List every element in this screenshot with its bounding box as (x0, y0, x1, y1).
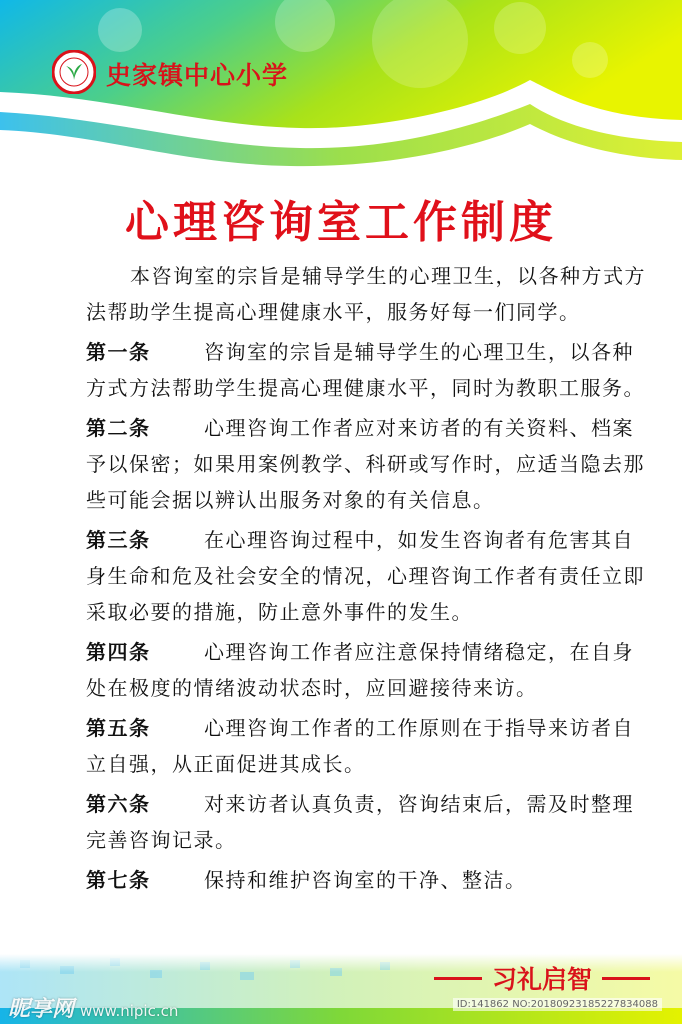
article-text: 心理咨询工作者的工作原则在于指导来访者自立自强，从正面促进其成长。 (86, 716, 634, 776)
motto-dash-left (434, 977, 482, 980)
motto-dash-right (602, 977, 650, 980)
article-text: 心理咨询工作者应注意保持情绪稳定，在自身处在极度的情绪波动状态时，应回避接待来访。 (86, 640, 634, 700)
article-label: 第三条 (86, 528, 151, 552)
intro-paragraph: 本咨询室的宗旨是辅导学生的心理卫生，以各种方式方法帮助学生提高心理健康水平，服务好每一们同学。 (86, 264, 646, 324)
article-3 (86, 522, 646, 630)
header-background (0, 0, 682, 190)
motto-text: 习礼启智 (491, 965, 592, 994)
article-text: 保持和维护咨询室的干净、整洁。 (204, 868, 527, 892)
article-label: 第六条 (86, 792, 151, 816)
article-text: 对来访者认真负责，咨询结束后，需及时整理完善咨询记录。 (86, 792, 634, 852)
watermark (8, 992, 178, 1023)
article-label: 第七条 (86, 868, 151, 892)
article-6 (86, 786, 646, 858)
regulations-body (86, 258, 646, 902)
article-text: 在心理咨询过程中，如发生咨询者有危害其自身生命和危及社会安全的情况，心理咨询工作者有责任立即采取必要的措施，防止意外事件的发生。 (86, 528, 645, 624)
article-4 (86, 634, 646, 706)
article-label: 第二条 (86, 416, 151, 440)
article-text: 心理咨询工作者应对来访者的有关资料、档案予以保密；如果用案例教学、科研或写作时，应适当隐去那些可能会据以辨认出服务对象的有关信息。 (86, 416, 645, 512)
watermark-url: www.nipic.cn (80, 1002, 179, 1020)
article-label: 第四条 (86, 640, 151, 664)
page-title: 心理咨询室工作制度 (125, 197, 557, 248)
article-5 (86, 710, 646, 782)
motto (424, 960, 660, 996)
image-id-label: ID:141862 NO:20180923185227834088 (453, 998, 662, 1011)
school-name: 史家镇中心小学 (106, 61, 289, 90)
article-label: 第五条 (86, 716, 151, 740)
article-1 (86, 334, 646, 406)
article-text: 咨询室的宗旨是辅导学生的心理卫生，以各种方式方法帮助学生提高心理健康水平，同时为教职工服务。 (86, 340, 645, 400)
article-2 (86, 410, 646, 518)
watermark-text: 昵享网 (8, 997, 75, 1022)
school-logo (52, 50, 96, 94)
article-7 (86, 862, 646, 898)
article-label: 第一条 (86, 340, 151, 364)
